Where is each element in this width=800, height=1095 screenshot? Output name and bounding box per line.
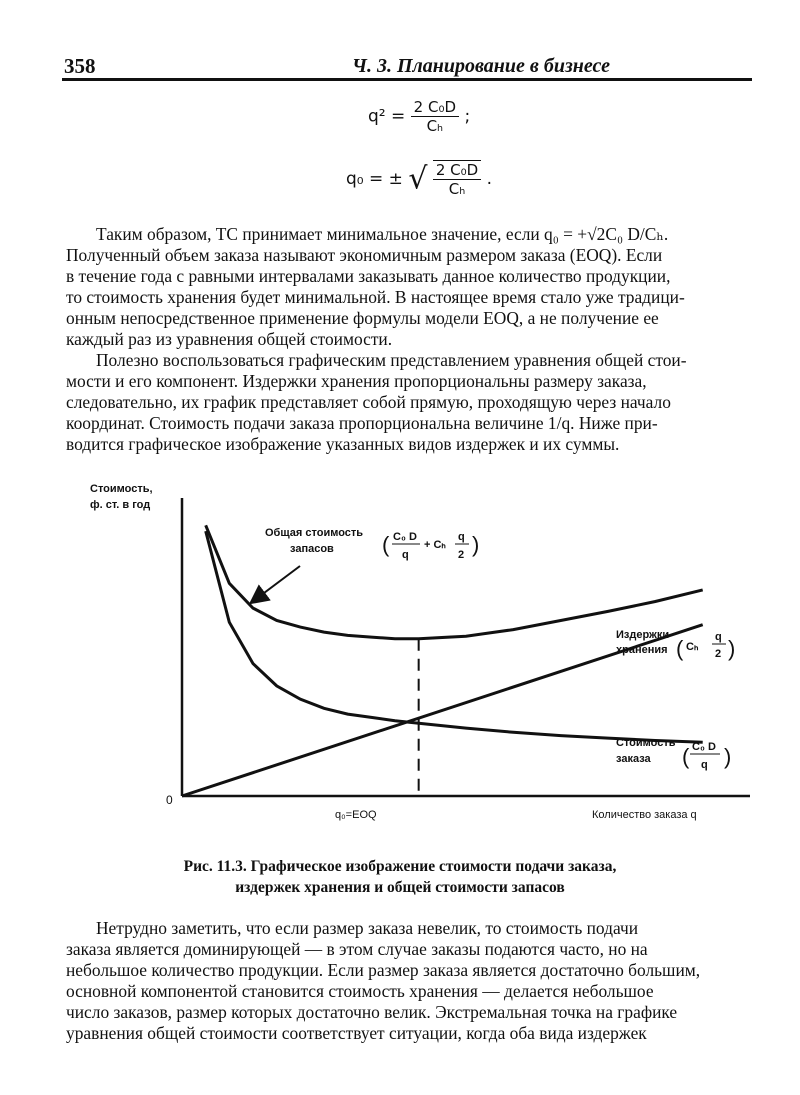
origin-label: 0 — [166, 793, 173, 807]
y-axis-label-line1: Стоимость, — [90, 483, 153, 495]
holding-formula-b: q — [715, 631, 722, 643]
formula-lhs: q² = — [368, 106, 406, 127]
paren-open: ( — [676, 636, 684, 661]
paren-close: ) — [472, 532, 480, 557]
paragraph-2 — [66, 350, 752, 455]
ordering-label-line1: Стоимость — [616, 737, 676, 749]
paragraph-line: каждый раз из уравнения общей стоимости. — [66, 329, 393, 349]
caption-line: Рис. 11.3. Графическое изображение стоимости подачи заказа, — [183, 858, 617, 875]
formula-tail: . — [486, 169, 493, 189]
total-formula-c: + Cₕ — [424, 539, 446, 551]
paragraph-1 — [66, 224, 752, 350]
formula-q0 — [346, 160, 492, 198]
paren-open: ( — [682, 744, 690, 769]
total-formula-e: 2 — [458, 549, 465, 561]
holding-label-line1: Издержки — [616, 629, 670, 641]
paragraph-line: Полученный объем заказа называют экономичным размером заказа (EOQ). Если — [66, 245, 663, 265]
paragraph-line: следовательно, их график представляет собой прямую, проходящую через начало — [66, 392, 671, 412]
paragraph-line: координат. Стоимость подачи заказа пропорциональна величине 1/q. Ниже при- — [66, 413, 658, 433]
paragraph-line: водится графическое изображение указанных видов издержек и их суммы. — [66, 434, 620, 454]
formula-tail: ; — [464, 106, 471, 127]
total-formula-b: q — [402, 549, 409, 561]
paragraph-line: Полезно воспользоваться графическим представлением уравнения общей стои- — [96, 350, 687, 370]
formula-lhs: q₀ = ± — [346, 169, 403, 189]
caption-line: издержек хранения и общей стоимости запасов — [235, 879, 565, 896]
holding-formula-a: Cₕ — [686, 641, 699, 653]
holding-formula-c: 2 — [715, 648, 722, 660]
paragraph-3 — [66, 918, 752, 1044]
ordering-formula-a: C₀ D — [692, 741, 716, 753]
paragraph-line: в течение года с равными интервалами заказывать данное количество продукции, — [66, 266, 671, 286]
paragraph-line: число заказов, размер которых достаточно велик. Экстремальная точка на графике — [66, 1002, 678, 1022]
chart-svg — [60, 478, 760, 828]
paragraph-line: онным непосредственное применение формулы модели EOQ, а не получение ее — [66, 308, 659, 328]
paragraph-line: мости и его компонент. Издержки хранения пропорциональны размеру заказа, — [66, 371, 647, 391]
page-number: 358 — [64, 54, 96, 78]
ordering-label-line2: заказа — [616, 753, 651, 765]
total-formula-d: q — [458, 531, 465, 543]
cost-chart — [60, 478, 760, 833]
paren-close: ) — [724, 744, 732, 769]
total-label-line2: запасов — [290, 543, 334, 555]
paragraph-line: уравнения общей стоимости соответствует ситуации, когда оба вида издержек — [66, 1023, 647, 1043]
paragraph-line: Нетрудно заметить, что если размер заказа невелик, то стоимость подачи — [96, 918, 639, 938]
ordering-formula-b: q — [701, 759, 708, 771]
paren-close: ) — [728, 636, 736, 661]
running-header — [62, 54, 752, 81]
formula-denominator: Cₕ — [448, 180, 466, 198]
running-title: Ч. 3. Планирование в бизнесе — [352, 55, 610, 77]
paragraph-line: основной компонентой становится стоимость хранения — делается небольшое — [66, 981, 654, 1001]
formula-numerator: 2 C₀D — [433, 161, 481, 180]
paragraph-line: заказа является доминирующей — в этом случае заказы подаются часто, но на — [66, 939, 648, 959]
paragraph-line: то стоимость хранения будет минимальной. В настоящее время стало уже традици- — [66, 287, 685, 307]
paragraph-line: небольшое количество продукции. Если размер заказа является достаточно большим, — [66, 960, 701, 980]
total-formula-a: C₀ D — [393, 531, 417, 543]
sqrt-icon: √ — [408, 161, 428, 197]
formula-fraction — [411, 98, 459, 135]
formula-numerator: 2 C₀D — [411, 98, 459, 117]
eoq-label: q₀=EOQ — [335, 809, 377, 821]
x-axis-label: Количество заказа q — [592, 809, 697, 821]
formula-fraction — [433, 160, 481, 198]
figure-caption — [0, 856, 800, 898]
paragraph-line: Таким образом, ТС принимает минимальное значение, если q₀ = +√2C₀ D/Cₕ. — [96, 224, 669, 244]
formula-q-squared — [368, 98, 470, 135]
formula-denominator: Cₕ — [426, 117, 444, 135]
holding-label-line2: хранения — [616, 644, 668, 656]
y-axis-label-line2: ф. ст. в год — [90, 499, 151, 511]
pointer-arrow — [252, 566, 300, 602]
total-label-line1: Общая стоимость — [265, 527, 364, 539]
paren-open: ( — [382, 532, 390, 557]
